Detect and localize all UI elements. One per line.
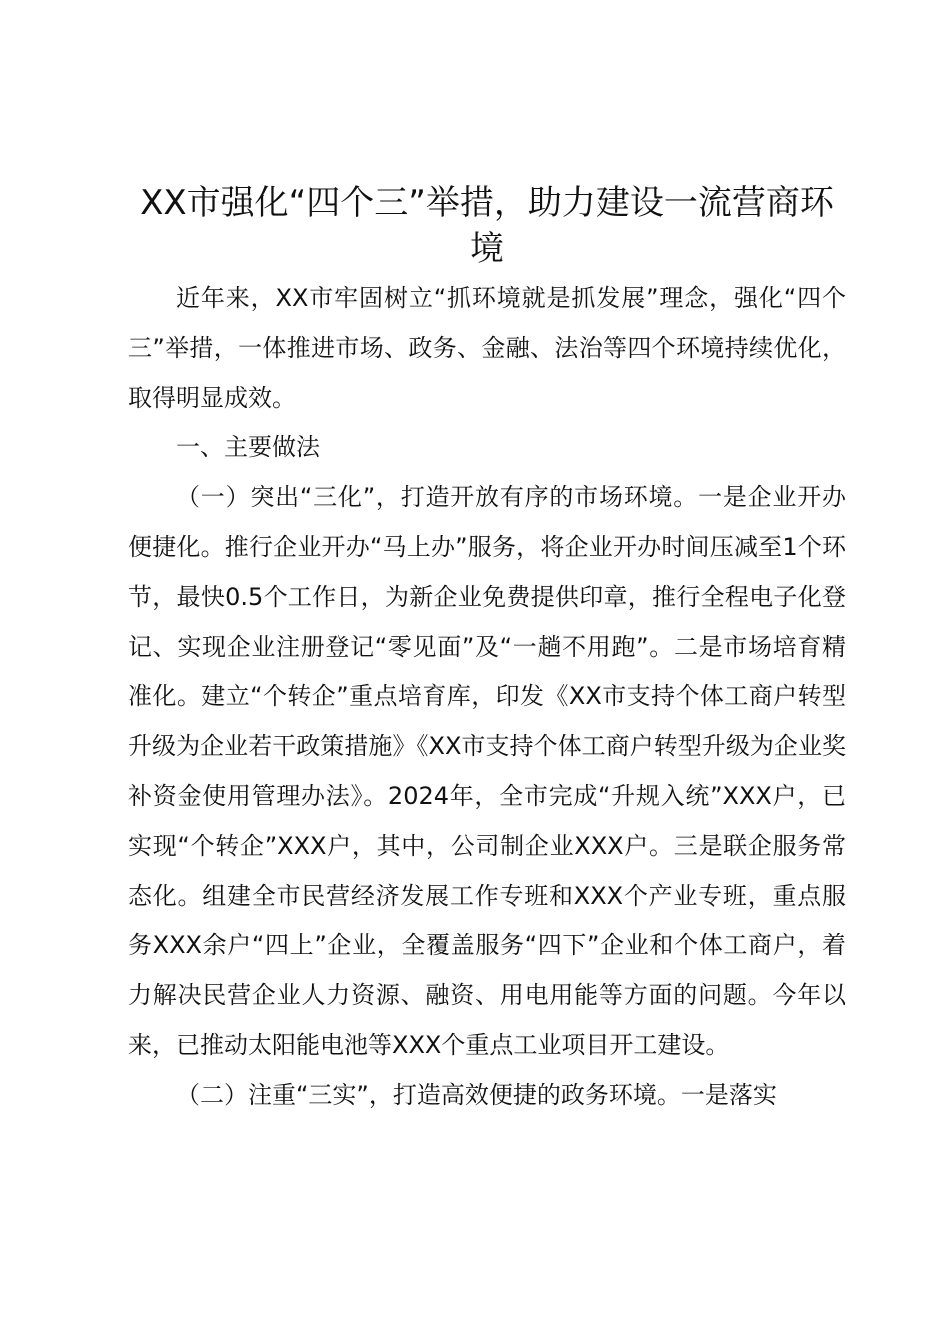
- document-title: XX市强化“四个三”举措，助力建设一流营商环境: [140, 183, 834, 269]
- paragraph-government-environment: （二）注重“三实”，打造高效便捷的政务环境。一是落实: [176, 1080, 777, 1109]
- section-heading-main-practices: 一、主要做法: [176, 433, 320, 462]
- paragraph-market-environment: （一）突出“三化”，打造开放有序的市场环境。一是企业开办便捷化。推行企业开办“马上办”服务，将企业开办时间压减至1个环节，最快0.5个工作日，为新企业免费提供印章，推行全程电子化登记、实现企业注册登记“零见面”及“一趟不用跑”。二是市场培育精准化。建立“个转企”重点培育库，印发《XX市支持个体工商户转型升级为企业若干政策措施》《XX市支持个体工商户转型升级为企业奖补资金使用管理办法》。2024年，全市完成“升规入统”XXX户，已实现“个转企”XXX户，其中，公司制企业XXX户。三是联企服务常态化。组建全市民营经济发展工作专班和XXX个产业专班，重点服务XXX余户“四上”企业，全覆盖服务“四下”企业和个体工商户，着力解决民营企业人力资源、融资、用电用能等方面的问题。今年以来，已推动太阳能电池等XXX个重点工业项目开工建设。: [128, 483, 846, 1059]
- paragraph-intro: 近年来，XX市牢固树立“抓环境就是抓发展”理念，强化“四个三”举措，一体推进市场、政务、金融、法治等四个环境持续优化，取得明显成效。: [128, 284, 846, 412]
- document-body: [128, 180, 846, 1121]
